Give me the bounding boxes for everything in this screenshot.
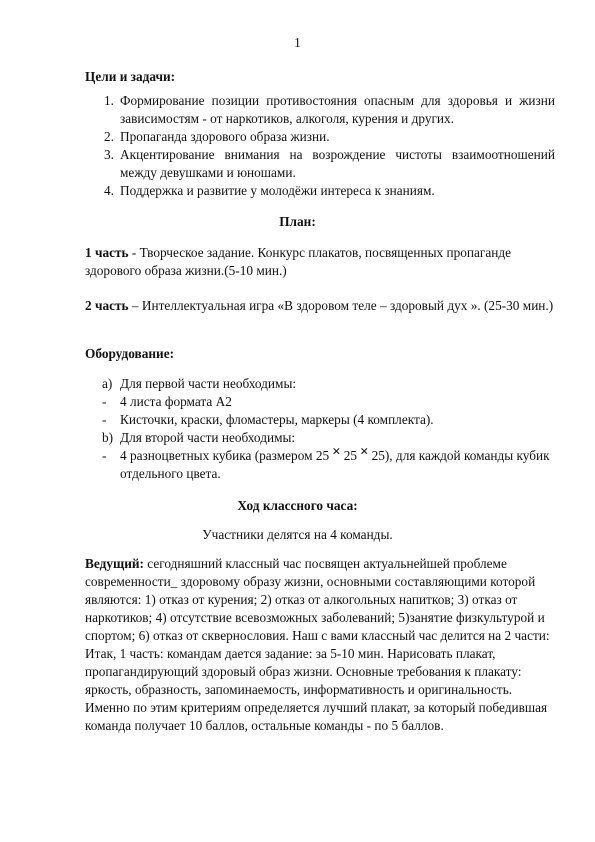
plan-part-1: [85, 244, 555, 280]
equipment-item: [85, 411, 555, 429]
goal-item: [85, 146, 555, 182]
equipment-item: [85, 375, 555, 393]
goal-text: Поддержка и развитие у молодёжи интереса к знаниям.: [120, 183, 435, 198]
cubes-text-start: 4 разноцветных кубика (размером 25: [120, 448, 330, 463]
equipment-item: [85, 429, 555, 447]
goal-number: 1.: [104, 93, 114, 108]
goal-text: Формирование позиции противостояния опасным для здоровья и жизни зависимостям - от наркотиков, алкоголя, курения и других.: [120, 93, 555, 126]
part-text: – Интеллектуальная игра «В здоровом теле – здоровый дух ». (25-30 мин.): [128, 298, 554, 313]
equipment-heading: Оборудование:: [85, 346, 175, 361]
cubes-text-end: 25), для каждой команды кубик отдельного цвета.: [120, 448, 550, 481]
list-marker: b): [102, 430, 114, 445]
goals-list: [85, 92, 555, 200]
goal-item: [85, 182, 555, 200]
list-marker: -: [102, 394, 107, 409]
goal-number: 2.: [104, 129, 114, 144]
part-label: 1 часть: [85, 245, 129, 260]
list-marker: -: [102, 448, 107, 463]
host-text: сегодняшний классный час посвящен актуальнейшей проблеме современности_ здоровому образу жизни, основными составляющими которой являются: 1) отказ от курения; 2) отказ от алкогольных напитков; 3) отказ от наркотиков; 4) отсутствие всевозможных заболеваний; 5)занятие физкультурой и спортом; 6) отказ от сквернословия. Наш с вами классный час делится на 2 части: Итак, 1 часть: командам дается задание: за 5-10 мин. Нарисовать плакат, пропагандирующий здоровый образ жизни. Основные требования к плакату: яркость, образность, запоминаемость, информативность и оригинальность. Именно по этим критериям определяется лучший плакат, за который победившая команда получает 10 баллов, остальные команды - по 5 баллов.: [85, 556, 550, 733]
equipment-item: [85, 393, 555, 411]
plan-part-2: [85, 297, 555, 315]
multiply-sign: ×: [332, 444, 341, 460]
multiply-sign: ×: [360, 444, 369, 460]
equipment-list: [85, 375, 555, 483]
host-label: Ведущий:: [85, 556, 144, 571]
equipment-text: 4 листа формата А2: [120, 394, 232, 409]
part-label: 2 часть: [85, 298, 129, 313]
list-marker: a): [102, 376, 113, 391]
goal-item: [85, 128, 555, 146]
equipment-text: Для первой части необходимы:: [120, 376, 297, 391]
goals-heading: Цели и задачи:: [85, 69, 176, 84]
equipment-text: Кисточки, краски, фломастеры, маркеры (4 комплекта).: [120, 412, 434, 427]
goal-number: 3.: [104, 147, 114, 162]
goal-item: [85, 92, 555, 128]
equipment-item-cubes: [85, 444, 555, 483]
host-paragraph: [85, 555, 555, 735]
goal-text: Пропаганда здорового образа жизни.: [120, 129, 330, 144]
equipment-text: Для второй части необходимы:: [120, 430, 296, 445]
teams-line: Участники делятся на 4 команды.: [202, 527, 393, 542]
goal-text: Акцентирование внимания на возрождение чистоты взаимоотношений между девушками и юношами.: [120, 147, 555, 180]
list-marker: -: [102, 412, 107, 427]
cubes-text-mid: 25: [343, 448, 357, 463]
class-flow-heading: Ход классного часа:: [237, 498, 358, 513]
plan-heading: План:: [279, 214, 316, 229]
part-text: - Творческое задание. Конкурс плакатов, посвященных пропаганде здорового образа жизни.(5-10 мин.): [85, 245, 512, 278]
goal-number: 4.: [104, 183, 114, 198]
page-number: 1: [294, 35, 301, 50]
